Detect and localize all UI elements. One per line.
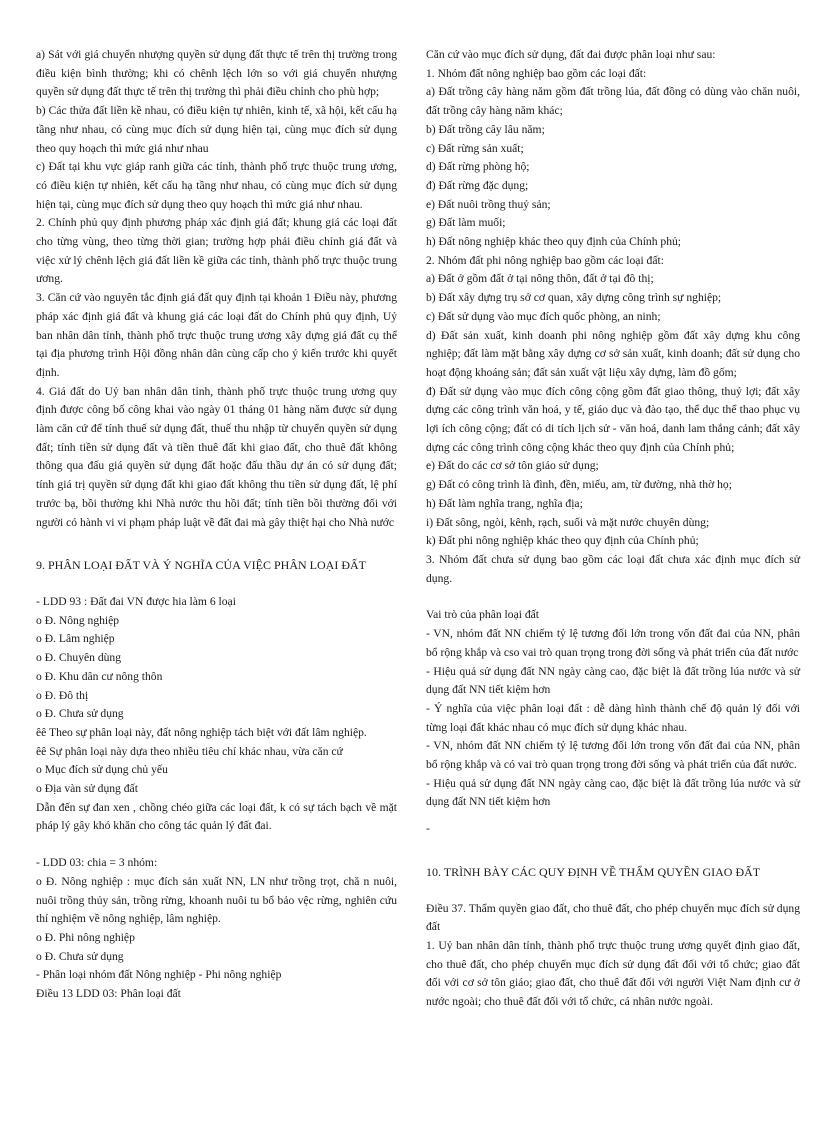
paragraph: - (426, 822, 430, 836)
paragraph: c) Đất tại khu vực giáp ranh giữa các tỉnh, thành phố trực thuộc trung ương, có điều kiện tự nhiên, kết cấu hạ tầng như nhau, có cùng mục đích sử dụng hiện tại, cùng mục đích sử dụng theo quy hoạch thì mức giá như nhau. (36, 160, 397, 211)
paragraph: b) Các thửa đất liền kề nhau, có điều kiện tự nhiên, kinh tế, xã hội, kết cấu hạ tầng như nhau, có cùng mục đích sử dụng hiện tại, cùng mục đích sử dụng theo quy hoạch thì mức giá như nhau (36, 104, 397, 155)
paragraph: h) Đất nông nghiệp khác theo quy định của Chính phủ; (426, 235, 682, 249)
paragraph: - LDD 03: chia = 3 nhóm: (36, 856, 158, 870)
paragraph: c) Đất rừng sản xuất; (426, 141, 524, 155)
paragraph: Điều 13 LDD 03: Phân loại đất (36, 987, 181, 1001)
paragraph: o Đ. Lâm nghiệp (36, 632, 115, 646)
paragraph: d) Đất sản xuất, kinh doanh phi nông nghiệp gồm đất xây dựng khu công nghiệp; đất làm mặt bằng xây dựng cơ sở sản xuất, kinh doanh; đất sử dụng cho hoạt động khoáng sản; đất sản xuất vật liệu xây dựng, làm đồ gốm; (426, 328, 800, 379)
paragraph: h) Đất làm nghĩa trang, nghĩa địa; (426, 496, 583, 510)
paragraph: êê Theo sự phân loại này, đất nông nghiệp tách biệt với đất lâm nghiệp. (36, 725, 367, 739)
paragraph: 3. Nhóm đất chưa sử dụng bao gồm các loại đất chưa xác định mục đích sử dụng. (426, 552, 800, 585)
paragraph: - LDD 93 : Đất đai VN được hia làm 6 loại (36, 594, 236, 608)
paragraph: k) Đất phi nông nghiệp khác theo quy định của Chính phủ; (426, 534, 699, 548)
paragraph: o Địa vàn sử dụng đất (36, 782, 138, 796)
paragraph: o Mục đích sử dụng chủ yếu (36, 763, 168, 777)
paragraph: a) Sát với giá chuyển nhượng quyền sử dụng đất thực tế trên thị trường trong điều kiện bình thường; khi có chênh lệch lớn so với giá chuyển nhượng quyền sử dụng đất thực tế trên thị trường thì phải điều chỉnh cho phù hợp; (36, 48, 397, 99)
paragraph: Điều 37. Thẩm quyền giao đất, cho thuê đất, cho phép chuyển mục đích sử dụng đất (426, 901, 800, 934)
paragraph: o Đ. Phi nông nghiệp (36, 930, 135, 944)
paragraph: e) Đất do các cơ sở tôn giáo sử dụng; (426, 459, 599, 473)
section-heading: 9. PHÂN LOẠI ĐẤT VÀ Ý NGHĨA CỦA VIỆC PHÂN LOẠI ĐẤT (36, 558, 366, 573)
section-heading: 10. TRÌNH BÀY CÁC QUY ĐỊNH VỀ THẨM QUYỀN GIAO ĐẤT (426, 864, 761, 879)
paragraph: o Đ. Khu dân cư nông thôn (36, 669, 163, 683)
paragraph: - VN, nhóm đất NN chiếm tỷ lệ tương đối lớn trong vốn đất đai của NN, phân bổ rộng khắp và cso vai trò quan trọng trong đời sống và phát triển của đất nước (426, 627, 800, 659)
paragraph: b) Đất trồng cây lâu năm; (426, 122, 545, 136)
paragraph: đ) Đất rừng đặc dụng; (426, 178, 529, 192)
paragraph: o Đ. Đô thị (36, 688, 89, 702)
paragraph: - Hiệu quả sử dụng đất NN ngày càng cao, đặc biệt là đất trồng lúa nước và sử dụng đất NN tiết kiệm hơn (426, 776, 800, 809)
paragraph: e) Đất nuôi trồng thuỷ sản; (426, 197, 551, 211)
paragraph: 1. Uỷ ban nhân dân tỉnh, thành phố trực thuộc trung ương quyết định giao đất, cho thuê đất, cho phép chuyển mục đích sử dụng đất đối với tổ chức; giao đất đối với cơ sở tôn giáo; giao đất, cho thuê đất đối với người Việt Nam định cư ở nước ngoài; cho thuê đất đối với tổ chức, cá nhân nước ngoài. (426, 938, 800, 1009)
paragraph: êê Sự phân loại này dựa theo nhiều tiêu chí khác nhau, vừa căn cứ (36, 744, 343, 758)
paragraph: Vai trò của phân loại đất (426, 608, 539, 622)
paragraph: a) Đất ở gồm đất ở tại nông thôn, đất ở tại đô thị; (426, 272, 654, 286)
paragraph: 3. Căn cứ vào nguyên tắc định giá đất quy định tại khoản 1 Điều này, phương pháp xác định giá đất và khung giá các loại đất do Chính phủ quy định, Uỷ ban nhân dân tỉnh, thành phố trực thuộc trung ương xây dựng giá đất cụ thể tại địa phương trình Hội đồng nhân dân cùng cấp cho ý kiến trước khi quyết định. (36, 291, 397, 379)
paragraph: o Đ. Chưa sử dụng (36, 707, 124, 721)
paragraph: g) Đất có công trình là đình, đền, miếu, am, từ đường, nhà thờ họ; (426, 478, 732, 492)
paragraph: o Đ. Chuyên dùng (36, 651, 122, 665)
paragraph: i) Đất sông, ngòi, kênh, rạch, suối và mặt nước chuyên dùng; (426, 515, 710, 529)
paragraph: đ) Đất sử dụng vào mục đích công cộng gồm đất giao thông, thuỷ lợi; đất xây dựng các công trình văn hoá, y tế, giáo dục và đào tạo, thể dục thể thao phục vụ lợi ích công cộng; đất có di tích lịch sử - văn hoá, danh lam thắng cảnh; đất xây dựng các công trình công cộng khác theo quy định của Chính phủ; (426, 384, 800, 454)
paragraph: g) Đất làm muối; (426, 216, 506, 230)
paragraph: b) Đất xây dựng trụ sở cơ quan, xây dựng công trình sự nghiệp; (426, 291, 722, 305)
paragraph: - Hiệu quả sử dụng đất NN ngày càng cao, đặc biệt là đất trồng lúa nước và sử dụng đất NN tiết kiệm hơn (426, 664, 800, 697)
right-column (426, 46, 800, 1012)
paragraph: - Ý nghĩa của việc phân loại đất : dễ dàng hình thành chế độ quản lý đối với từng loại đất khác nhau có mục đích sử dụng khác nhau. (426, 701, 800, 734)
paragraph: - VN, nhóm đất NN chiếm tỷ lệ tương đối lớn trong vốn đất đai của NN, phân bổ rộng khắp và có vai trò quan trọng trong đời sống và phát triển của đất nước. (426, 739, 800, 772)
paragraph: o Đ. Nông nghiệp : mục đích sản xuất NN, LN như trồng trọt, chă n nuôi, nuôi trồng thủy sản, trồng rừng, khoanh nuôi tu bổ bảo vệc rừng, nghiên cứu thí nghiệm về nông nghiệp, lâm nghiệp. (36, 874, 397, 926)
paragraph: Căn cứ vào mục đích sử dụng, đất đai được phân loại như sau: (426, 48, 716, 61)
paragraph: 4. Giá đất do Uỷ ban nhân dân tỉnh, thành phố trực thuộc trung ương quy định được công bố công khai vào ngày 01 tháng 01 hàng năm được sử dụng làm căn cứ để tính thuế sử dụng đất, thuế thu nhập từ chuyển quyền sử dụng đất; tính tiền sử dụng đất và tiền thuê đất khi giao đất, cho thuê đất không thông qua đấu giá quyền sử dụng đất hoặc đấu thầu dự án có sử dụng đất; tính giá trị quyền sử dụng đất khi giao đất không thu tiền sử dụng đất, lệ phí trước bạ, bồi thường khi Nhà nước thu hồi đất; tính tiền bồi thường đối với người có hành vi vi phạm pháp luật về đất đai mà gây thiệt hại cho Nhà nước (36, 384, 397, 529)
paragraph: 2. Nhóm đất phi nông nghiệp bao gồm các loại đất: (426, 253, 664, 267)
paragraph: 1. Nhóm đất nông nghiệp bao gồm các loại đất: (426, 66, 647, 80)
paragraph: c) Đất sử dụng vào mục đích quốc phòng, an ninh; (426, 309, 661, 323)
paragraph: 2. Chính phủ quy định phương pháp xác định giá đất; khung giá các loại đất cho từng vùng, theo từng thời gian; trường hợp phải điều chỉnh giá đất và việc xử lý chênh lệch giá đất liền kề giữa các tỉnh, thành phố trực thuộc trung ương. (36, 216, 397, 286)
paragraph: Dẫn đến sự đan xen , chồng chéo giữa các loại đất, k có sự tách bạch về mặt pháp lý gây khó khăn cho công tác quản lý đất đai. (36, 800, 397, 833)
paragraph: - Phân loại nhóm đất Nông nghiệp - Phi nông nghiệp (36, 968, 282, 982)
paragraph: o Đ. Chưa sử dụng (36, 949, 124, 963)
left-column (36, 46, 397, 1004)
paragraph: o Đ. Nông nghiệp (36, 613, 120, 627)
paragraph: a) Đất trồng cây hàng năm gồm đất trồng lúa, đất đồng cỏ dùng vào chăn nuôi, đất trồng cây hàng năm khác; (426, 85, 800, 118)
paragraph: d) Đất rừng phòng hộ; (426, 160, 530, 174)
